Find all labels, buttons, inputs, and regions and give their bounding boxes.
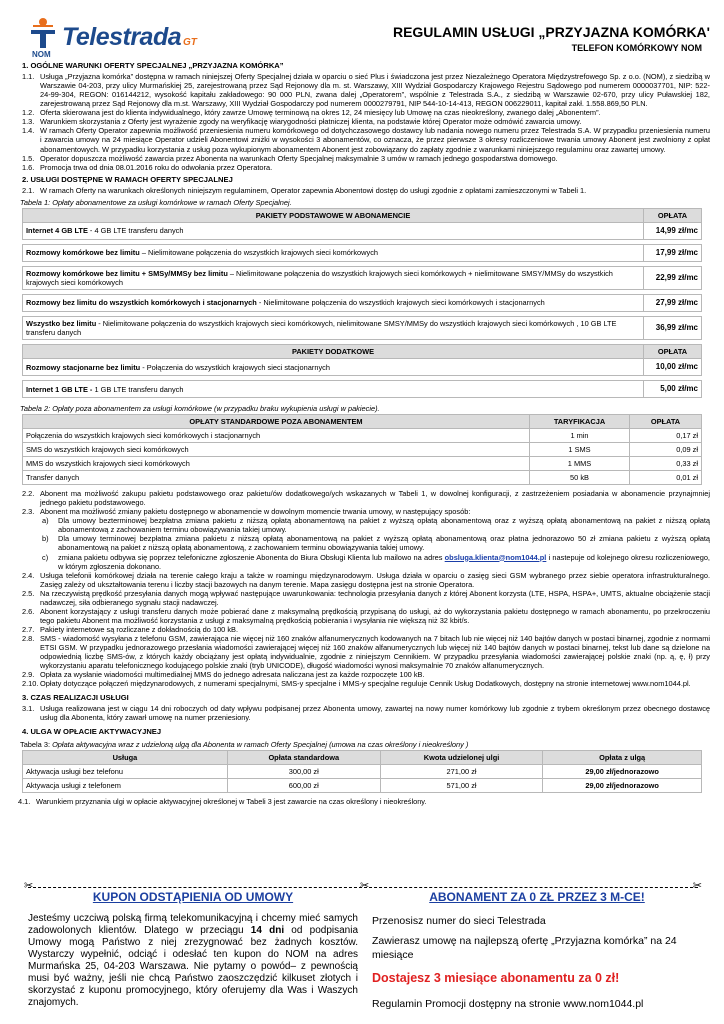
item-text: Opłaty dotyczące połączeń międzynarodowych, z numerami specjalnymi, SMS-y specjalne i MMS-y specjalne reguluje Cennik Usług Dodatkowych, dostępny na stronie internetowej www.nom1044.pl.	[40, 678, 691, 688]
table-row	[23, 778, 702, 792]
list-item	[22, 108, 710, 117]
withdrawal-coupon[interactable]	[28, 890, 358, 1009]
package-name: Rozmowy komórkowe bez limitu + SMSy/MMSy bez limitu	[26, 268, 228, 278]
package-description: - Nielimitowane połączenia do wszystkich krajowych sieci komórkowych, nielimitowane SMSY/MMSy do wszystkich krajowych sieci komórkowych , 10 GB LTE transferu danych	[26, 319, 617, 338]
package-description: - 4 GB LTE transferu danych	[87, 226, 184, 236]
promo-box	[372, 890, 702, 1011]
item-number: 2.2.	[22, 489, 35, 499]
item-text: Abonent ma możliwość zmiany pakietu dostępnego w abonamencie w dowolnym momencie trwania umowy, w następujący sposób:	[40, 507, 471, 517]
sub-item-text-pre: zmiana pakietu odbywa się poprzez telefoniczne zgłoszenie Abonenta do Biura Obsługi Klienta lub mailowo na adres	[58, 552, 445, 562]
item-number: 3.1.	[22, 704, 35, 714]
scissors-icon: ✂	[360, 880, 370, 892]
standard-fee-cell: 600,00 zł	[227, 778, 380, 792]
package-price: 27,99 zł/mc	[644, 295, 702, 312]
list-item	[22, 679, 710, 688]
service-cell: Aktywacja usługi z telefonem	[23, 778, 228, 792]
package-cell	[23, 381, 644, 398]
item-number: 1.3.	[22, 117, 35, 127]
list-item	[22, 72, 710, 108]
table-row	[23, 457, 702, 471]
item-number: 2.3.	[22, 507, 35, 517]
sub-item-letter: c)	[42, 552, 49, 562]
promo-heading: ABONAMENT ZA 0 ZŁ PRZEZ 3 M-CE!	[429, 890, 645, 904]
sub-item-text	[58, 553, 710, 571]
table-row	[23, 222, 702, 239]
table-1-header-row	[23, 208, 702, 222]
table-row	[23, 443, 702, 457]
list-item	[22, 571, 710, 589]
list-item	[22, 186, 710, 195]
list-item	[22, 126, 710, 153]
table-3-header: Opłata z ulgą	[543, 750, 702, 764]
promo-line-1: Przenosisz numer do sieci Telestrada	[372, 914, 546, 927]
list-item	[22, 670, 710, 679]
package-cell	[23, 295, 644, 312]
tariff-cell: 1 min	[530, 429, 630, 443]
list-item	[22, 507, 710, 516]
standard-fee-cell: 300,00 zł	[227, 764, 380, 778]
section-2-heading: 2. USŁUGI DOSTĘPNE W RAMACH OFERTY SPECJALNEJ	[22, 174, 233, 184]
sub-item-text: Dla umowy bezterminowej bezpłatna zmiana pakietu z niższą opłatą abonamentową na pakiet z wyższą opłatą abonamentową oraz z wyższą opłatą abonamentową na pakiet z niższą opłatą abonamentową z zachowaniem terminu obowiązywania takiej umowy.	[58, 516, 710, 535]
sub-item-letter: a)	[42, 516, 49, 526]
table-2	[22, 414, 702, 485]
table-2-header-price: OPŁATA	[630, 415, 702, 429]
package-description: – Nielimitowane połączenia do wszystkich krajowych sieci komórkowych + nielimitowane SMSY/MMSy do wszystkich krajowych sieci komórkowych	[26, 268, 613, 287]
service-cell: Transfer danych	[23, 471, 530, 485]
package-price: 5,00 zł/mc	[644, 381, 702, 398]
table-3-header: Kwota udzielonej ulgi	[380, 750, 543, 764]
item-number: 2.1.	[22, 185, 35, 195]
package-description: - Nielimitowane połączenia do wszystkich krajowych sieci komórkowych i stacjonarnych	[256, 298, 545, 308]
item-text: Pakiety internetowe są rozliczane z dokładnością do 100 kB.	[40, 624, 239, 634]
sub-item-letter: b)	[42, 534, 49, 544]
section-3-heading: 3. CZAS REALIZACJI USŁUGI	[22, 692, 129, 702]
tariff-cell: 50 kB	[530, 471, 630, 485]
package-price: 17,99 zł/mc	[644, 244, 702, 261]
item-text: W ramach Oferty na warunkach określonych niniejszym regulaminem, Operator zapewnia Abonentowi dostęp do usługi zgodnie z opłatami zamieszczonymi w Tabeli 1.	[40, 185, 587, 195]
list-item	[22, 625, 710, 634]
discounted-fee-cell: 29,00 zł/jednorazowo	[543, 764, 702, 778]
table-2-header-tariff: TARYFIKACJA	[530, 415, 630, 429]
table-3-header: Usługa	[23, 750, 228, 764]
table-row	[23, 429, 702, 443]
table-1	[22, 208, 702, 398]
telestrada-logo-icon	[28, 16, 58, 50]
service-cell: Aktywacja usługi bez telefonu	[23, 764, 228, 778]
item-text: Opłata za wysłanie wiadomości multimedialnej MMS do jednego adresata naliczana jest za każde rozpoczęte 100 kB.	[40, 669, 425, 679]
regulation-body	[14, 58, 710, 806]
list-item	[22, 704, 710, 722]
table-3-caption	[20, 740, 710, 749]
package-name: Wszystko bez limitu	[26, 319, 97, 328]
scissors-icon: ✂	[24, 880, 34, 892]
table-1-header-row	[23, 345, 702, 359]
sub-item	[42, 516, 710, 534]
table-1-header: PAKIETY PODSTAWOWE W ABONAMENCIE	[23, 208, 644, 222]
list-item	[22, 154, 710, 163]
package-cell	[23, 266, 644, 289]
item-text: Abonent ma możliwość zakupu pakietu podstawowego oraz pakietu/ów dodatkowego/ych wskazanych w Tabeli 1, w dowolnej konfiguracji, z zastrzeżeniem posiadania w abonamencie przynajmniej jednego pakietu podstawowego.	[40, 489, 710, 508]
tariff-cell: 1 MMS	[530, 457, 630, 471]
sub-item-text: Dla umowy terminowej bezpłatna zmiana pakietu z niższą opłatą abonamentową na pakiet z wyższą opłatą abonamentową oraz płatna jednorazowo 50 zł zmiana pakietu z wyższą opłatą abonamentową na pakiet z niższą opłatą abonamentową, z zachowaniem terminu obowiązywania takiej umowy.	[58, 534, 710, 553]
logo-nom: NOM	[32, 50, 51, 59]
cut-line	[24, 880, 702, 892]
coupon-text-bold: 14 dni	[250, 924, 285, 936]
item-number: 2.5.	[22, 588, 35, 598]
package-name: Internet 1 GB LTE -	[26, 384, 93, 394]
discount-cell: 571,00 zł	[380, 778, 543, 792]
table-3-caption-label: Tabela 3:	[20, 739, 53, 749]
table-1-header-price: OPŁATA	[644, 208, 702, 222]
package-description: – Nielimitowane połączenia do wszystkich krajowych sieci komórkowych	[139, 248, 378, 258]
table-1-caption: Tabela 1: Opłaty abonamentowe za usługi komórkowe w ramach Oferty Specjalnej.	[20, 197, 292, 207]
package-price: 14,99 zł/mc	[644, 222, 702, 239]
package-cell	[23, 317, 644, 340]
list-item	[22, 117, 710, 126]
item-text: Warunkiem skorzystania z Oferty jest wyrażenie zgody na weryfikację wiarygodności płatniczej klienta, na podstawie której Operator może odmówić zawarcia umowy.	[40, 117, 582, 127]
service-cell: SMS do wszystkich krajowych sieci komórkowych	[23, 443, 530, 457]
section-3-items	[14, 704, 710, 722]
table-1-header-price: OPŁATA	[644, 345, 702, 359]
table-row	[23, 317, 702, 340]
service-cell: MMS do wszystkich krajowych sieci komórkowych	[23, 457, 530, 471]
item-text: SMS - wiadomość wysyłana z telefonu GSM, zawierająca nie więcej niż 160 znaków alfanumerycznych kodowanych na 7 bitach lub nie więcej niż 140 bajtów danych w postaci binarnej, zgodnie z normami ETSI GSM. W przypadku jednorazowego przesłania wiadomości zawierającej więcej niż 160 znaków alfanumerycznych lub więcej niż 140 bajtów danych w postaci binarnej, tekst lub dane są dzielone na odpowiednią liczbę SMS-ów, z których każdy obciążany jest opłatą indywidualnie, zgodnie z niniejszym Cennikiem. W przypadku przesyłania wiadomości zawierającej polskie znaki (np. ą, ę, ł) przy wykorzystaniu aparatu telefonicznego kodującego polskie znaki (tryb UNICODE), długość wiadomości wynosi maksymalnie 70 znaków alfanumerycznych.	[40, 633, 710, 670]
item-number: 2.4.	[22, 570, 35, 580]
list-item	[22, 589, 710, 607]
item-number: 1.5.	[22, 153, 35, 163]
coupon-text-post: od podpisania Umowy mogą Państwo z niej zrezygnować bez żadnych kosztów. Wystarczy wypełnić, odciąć i odesłać ten kupon do NOM na adres Murmańska 25, 04-203 Warszawa. Nie pytamy o powód– z pewnością musi być ważny, jeśli nie chcą Państwo zaoszczędzić kilkuset złotych i skorzystać z kuponu promocyjnego, który oferujemy dla Was i Waszych znajomych.	[28, 924, 359, 1008]
item-text: Abonent korzystający z usługi transferu danych może pobierać dane z maksymalną prędkością przypisaną do usługi, aż do wykorzystania pakietu dostępnego w ramach abonamentu, po przekroczeniu tego pakietu Abonent ma możliwość korzystania z usługi z maksymalną prędkością pobierania i wysyłania nie większą niż 32 kbit/s.	[40, 606, 710, 625]
promo-line-2: Zawierasz umowę na najlepszą ofertę „Przyjazna komórka” na 24 miesiące	[372, 935, 677, 961]
list-item	[22, 163, 710, 172]
coupon-heading: KUPON ODSTĄPIENIA OD UMOWY	[92, 890, 294, 904]
tariff-cell: 1 SMS	[530, 443, 630, 457]
item-number: 1.6.	[22, 162, 35, 172]
promo-footer: Regulamin Promocji dostępny na stronie www.nom1044.pl	[372, 997, 644, 1010]
logo-word: Telestrada	[62, 23, 182, 51]
section-4-heading: 4. ULGA W OPŁACIE AKTYWACYJNEJ	[22, 727, 162, 737]
package-description: - Połączenia do wszystkich krajowych sieci stacjonarnych	[140, 362, 330, 372]
item-text: W ramach Oferty Operator zapewnia możliwość przeniesienia numeru komórkowego od dotychczasowego dostawcy lub nadania nowego numeru przez Telestrada S.A. W przypadku przeniesienia numeru i zawarcia umowy na 24 miesiące Operator udzieli Abonentowi zniżki w wysokości 3 abonamentów, co oznacza, że przez pierwsze 3 okresy rozliczeniowe trwania umowy Abonent jest zwolniony z opłat abonamentowych. W przypadku korzystania z usług poza wykupionym abonamentem Abonent jest zobowiązany do zapłaty zgodnie z warunkami niniejszego regulaminu oraz zawartej umowy.	[40, 126, 710, 154]
service-cell: Połączenia do wszystkich krajowych sieci komórkowych i stacjonarnych	[23, 429, 530, 443]
item-number: 2.8.	[22, 633, 35, 643]
item-text: Usługa realizowana jest w ciągu 14 dni roboczych od daty wpływu podpisanej przez Abonenta umowy, zawartej na nowy numer komórkowy lub zgodnie z trybem określonym przez obecnego dostawcę usług dla Abonenta, który zawarł umowę na numer przeniesiony.	[40, 704, 710, 723]
table-row	[23, 471, 702, 485]
price-cell: 0,33 zł	[630, 457, 702, 471]
table-row	[23, 295, 702, 312]
item-text: Operator dopuszcza możliwość zawarcia przez Abonenta na warunkach Oferty Specjalnej maksymalnie 3 umów w ramach jednego gospodarstwa domowego.	[40, 153, 558, 163]
section-2-items	[14, 571, 710, 688]
customer-service-email-link[interactable]: obsluga.klienta@nom1044.pl	[444, 552, 547, 562]
item-number: 4.1.	[18, 796, 31, 806]
item-number: 1.4.	[22, 126, 35, 136]
coupon-text	[28, 913, 358, 1009]
scissors-icon: ✂	[692, 880, 702, 892]
item-number: 1.1.	[22, 72, 35, 82]
item-text: Warunkiem przyznania ulgi w opłacie aktywacyjnej określonej w Tabeli 3 jest zawarcie na czas określony i nieokreślony.	[36, 796, 427, 806]
sub-item	[42, 553, 710, 571]
coupon-text-pre: Jesteśmy uczciwą polską firmą telekomunikacyjną i chcemy mieć samych zadowolonych klientów. Dlatego w przeciągu	[28, 912, 358, 936]
page-subtitle: TELEFON KOMÓRKOWY NOM	[571, 43, 702, 53]
logo-suffix: GT	[183, 37, 197, 48]
item-number: 2.10.	[22, 678, 39, 688]
table-2-header-service: OPŁATY STANDARDOWE POZA ABONAMENTEM	[23, 415, 530, 429]
table-3-caption-text: Opłata aktywacyjna wraz z udzieloną ulgą dla Abonenta w ramach Oferty Specjalnej (umowa na czas określony i nieokreślony )	[52, 739, 469, 749]
package-name: Rozmowy komórkowe bez limitu	[26, 248, 140, 258]
item-text: Na rzeczywistą prędkość przesyłania danych mogą wpływać następujące uwarunkowania: technologia przesyłania danych z której Abonent korzysta (LTE, HSPA, HSPA+, UMTS, aktualne obciążenie stacji nadawczej, siła odbieranego sygnału stacji nadawczej.	[40, 588, 710, 607]
package-cell	[23, 244, 644, 261]
price-cell: 0,01 zł	[630, 471, 702, 485]
table-row	[23, 381, 702, 398]
item-number: 2.6.	[22, 606, 35, 616]
section-1-heading: 1. OGÓLNE WARUNKI OFERTY SPECJALNEJ „PRZYJAZNA KOMÓRKA”	[22, 61, 284, 70]
telestrada-logo	[28, 10, 208, 60]
page-title: REGULAMIN USŁUGI „PRZYJAZNA KOMÓRKA'	[392, 24, 710, 40]
table-2-caption: Tabela 2: Opłaty poza abonamentem za usługi komórkowe (w przypadku braku wykupienia usługi w pakiecie).	[20, 404, 380, 414]
sub-item-text-post: i nastepuje od kolejnego okresu rozliczeniowego, w którym zgłoszenia dokonano.	[58, 552, 710, 571]
price-cell: 0,17 zł	[630, 429, 702, 443]
package-price: 22,99 zł/mc	[644, 266, 702, 289]
discount-cell: 271,00 zł	[380, 764, 543, 778]
item-text: Promocja trwa od dnia 08.01.2016 roku do odwołania przez Operatora.	[40, 162, 273, 172]
table-row	[23, 359, 702, 376]
item-number: 1.2.	[22, 108, 35, 118]
package-cell	[23, 222, 644, 239]
table-row	[23, 266, 702, 289]
price-cell: 0,09 zł	[630, 443, 702, 457]
item-text: Usługa „Przyjazna komórka” dostępna w ramach niniejszej Oferty Specjalnej działa w oparciu o sieć Plus i świadczona jest przez Niezależnego Operatora Międzystrefowego Sp. z o.o. (NOM), z siedzibą w Warszawie 04-203, przy ulicy Murmańskiej 25, zarejestrowaną przez Sąd Rejonowy dla m. st. Warszawy, XIII Wydział Gospodarczy Krajowego Rejestru Sądowego pod numerem 0000037701, NIP: 522-24-99-304, REGON: 016144212, wysokość kapitału zakładowego: 90 000 PLN, zwana dalej „Operatorem”, wspólnie z Telestrada S.A., z siedzibą w Warszawie 02-670, przy ulicy Puławskiej 182, zarejestrowaną przez Sąd Rejonowy dla m.st. Warszawy, XIII Wydział Gospodarczy pod numerem 0000279791, NIP 544-10-14-413, REGON 006229011, kapitał zakł. 1.558.869,50 PLN.	[40, 72, 710, 109]
discounted-fee-cell: 29,00 zł/jednorazowo	[543, 778, 702, 792]
page-header	[14, 10, 710, 60]
section-1-items	[14, 72, 710, 171]
table-3	[22, 750, 702, 793]
item-number: 2.7.	[22, 624, 35, 634]
table-1-header: PAKIETY DODATKOWE	[23, 345, 644, 359]
item-text: Usługa telefonii komórkowej działa na terenie całego kraju a także w roamingu międzynarodowym. Usługa działa w oparciu o zasięg sieci GSM wybranego przez siebie operatora infrastrukturalnego. Zasięg zależy od ukształtowania terenu i liczby stacji bazowych na danym terenie. Mapa zasięgu dostępna jest na stronie Operatora.	[40, 570, 710, 589]
table-3-header: Opłata standardowa	[227, 750, 380, 764]
package-price: 36,99 zł/mc	[644, 317, 702, 340]
package-description: 1 GB LTE transferu danych	[92, 384, 184, 394]
list-item	[22, 489, 710, 507]
promo-highlight: Dostajesz 3 miesiące abonamentu za 0 zł!	[372, 970, 620, 985]
item-text: Oferta skierowana jest do klienta indywidualnego, który zawrze Umowę terminową na okres 12, 24 miesięcy lub Umowę na czas nieokreślony, zwanego dalej „Abonentem”.	[40, 108, 601, 118]
package-price: 10,00 zł/mc	[644, 359, 702, 376]
sub-item	[42, 534, 710, 552]
list-item	[18, 797, 710, 806]
package-name: Internet 4 GB LTE	[26, 226, 88, 236]
package-name: Rozmowy bez limitu do wszystkich komórkowych i stacjonarnych	[26, 298, 257, 308]
list-item	[22, 634, 710, 670]
table-row	[23, 764, 702, 778]
list-item	[22, 607, 710, 625]
package-name: Rozmowy stacjonarne bez limitu	[26, 362, 141, 372]
package-cell	[23, 359, 644, 376]
table-row	[23, 244, 702, 261]
item-number: 2.9.	[22, 669, 35, 679]
